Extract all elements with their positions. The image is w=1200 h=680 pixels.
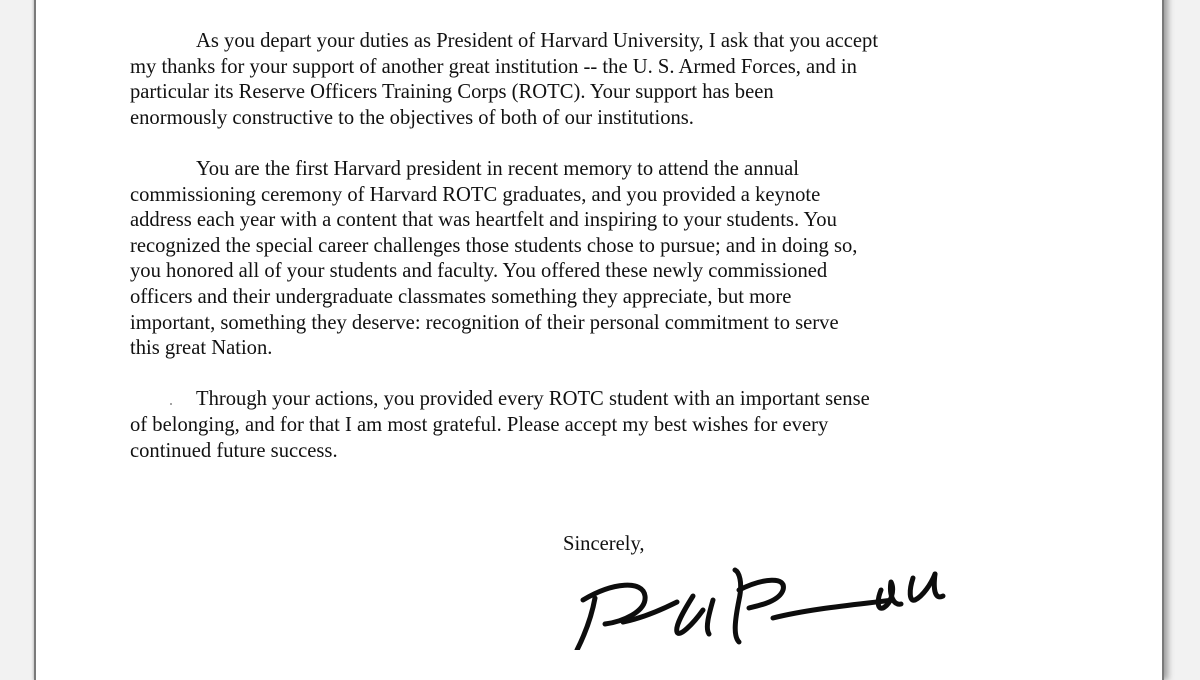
paragraph-2: You are the first Harvard president in recent memory to attend the annual commissioning ceremony of Harvard ROTC graduates, and you provided a keynote address each year with a content that was heartfelt and inspiring to your students. You recognized the special career challenges those students chose to pursue; and in doing so, you honored all of your students and faculty. You offered these newly commissioned officers and their undergraduate classmates something they appreciate, but more important, something they deserve: recognition of their personal commitment to serve this great Nation.	[130, 157, 858, 360]
paragraph-1: As you depart your duties as President of Harvard University, I ask that you accept my thanks for your support of another great institution -- the U. S. Armed Forces, and in particular its Reserve Officers Training Corps (ROTC). Your support has been enormously constructive to the objectives of both of our institutions.	[130, 30, 879, 129]
stray-mark	[170, 403, 172, 405]
letter-body	[130, 29, 1030, 490]
handwritten-signature	[543, 560, 963, 650]
closing-salutation: Sincerely,	[563, 533, 645, 555]
paragraph-3: Through your actions, you provided every ROTC student with an important sense of belonging, and for that I am most grateful. Please accept my best wishes for every continued future success.	[130, 388, 870, 462]
